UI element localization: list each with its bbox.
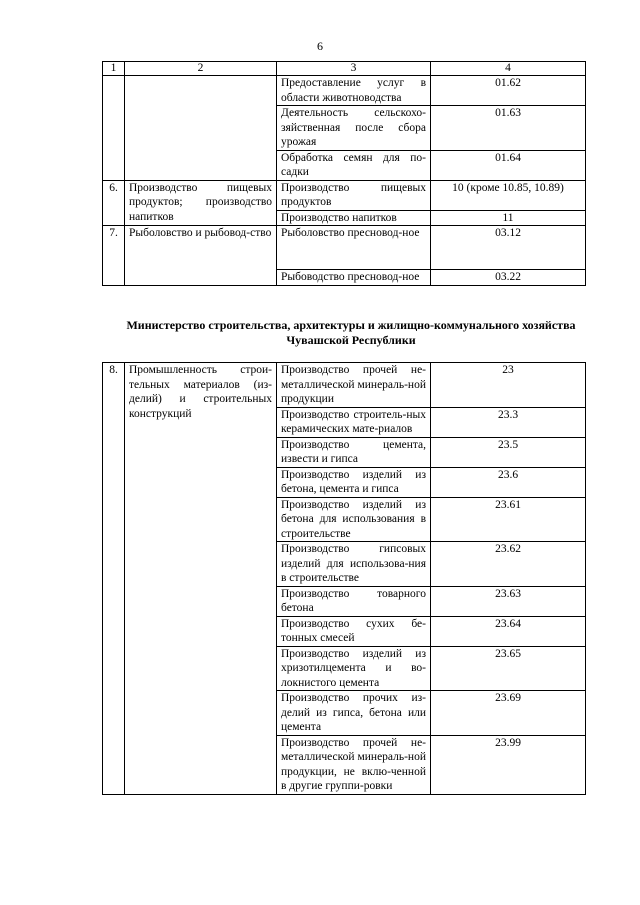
code-cell: 03.22 [431,270,586,286]
activity-cell: Производство товарного бетона [277,586,431,616]
activity-cell: Производство цемента, извести и гипса [277,437,431,467]
table-row [103,226,586,270]
header-col-2: 2 [125,62,277,76]
table-row [103,76,586,106]
industry-cell: Производство пищевых продуктов; производство напитков [125,180,277,226]
code-cell: 23.63 [431,586,586,616]
activity-cell: Рыбоводство пресновод-ное [277,270,431,286]
ministry-heading: Министерство строительства, архитектуры и жилищно-коммунального хозяйства Чувашской Республики [126,318,576,347]
activity-cell: Производство изделий из бетона, цемента и гипса [277,467,431,497]
activity-cell: Производство прочих из-делий из гипса, бетона или цемента [277,691,431,736]
code-cell: 10 (кроме 10.85, 10.89) [431,180,586,210]
code-cell: 23.69 [431,691,586,736]
industry-cell: Промышленность строи-тельных материалов (из-делий) и строительных конструкций [125,363,277,795]
activity-cell: Производство гипсовых изделий для использова-ния в строительстве [277,542,431,587]
table-row [103,150,586,180]
code-cell: 11 [431,210,586,226]
industry-cell: Рыболовство и рыбовод-ство [125,226,277,286]
code-cell: 23.62 [431,542,586,587]
row-number: 7. [103,226,125,286]
header-col-3: 3 [277,62,431,76]
code-cell: 01.64 [431,150,586,180]
activity-cell: Производство сухих бе-тонных смесей [277,616,431,646]
row-number: 6. [103,180,125,226]
code-cell: 23.5 [431,437,586,467]
table-row [103,180,586,210]
code-cell: 23.6 [431,467,586,497]
table-header-row [103,62,586,76]
table-row [103,363,586,408]
activity-cell: Рыболовство пресновод-ное [277,226,431,270]
activity-cell: Производство прочей не-металлической минераль-ной продукции, не вклю-ченной в другие группи-ровки [277,735,431,794]
activity-cell: Производство строитель-ных керамических мате-риалов [277,407,431,437]
code-cell: 03.12 [431,226,586,270]
activity-cell: Обработка семян для по-садки [277,150,431,180]
table-row [103,106,586,151]
page-number: 6 [317,39,323,53]
activity-cell: Производство напитков [277,210,431,226]
header-col-4: 4 [431,62,586,76]
code-cell: 01.63 [431,106,586,151]
code-cell: 23 [431,363,586,408]
code-cell: 23.3 [431,407,586,437]
code-cell: 23.64 [431,616,586,646]
code-cell: 23.99 [431,735,586,794]
activity-cell: Производство прочей не-металлической минераль-ной продукции [277,363,431,408]
row-number: 8. [103,363,125,795]
activity-cell: Производство пищевых продуктов [277,180,431,210]
activity-cell: Деятельность сельскохо-зяйственная после сбора урожая [277,106,431,151]
activity-cell: Производство изделий из бетона для использования в строительстве [277,497,431,542]
header-col-1: 1 [103,62,125,76]
activities-table-part-2 [102,362,586,795]
code-cell: 23.65 [431,646,586,691]
activity-cell: Предоставление услуг в области животноводства [277,76,431,106]
code-cell: 23.61 [431,497,586,542]
activity-cell: Производство изделий из хризотилцемента и во-локнистого цемента [277,646,431,691]
activities-table-part-1 [102,61,586,286]
code-cell: 01.62 [431,76,586,106]
